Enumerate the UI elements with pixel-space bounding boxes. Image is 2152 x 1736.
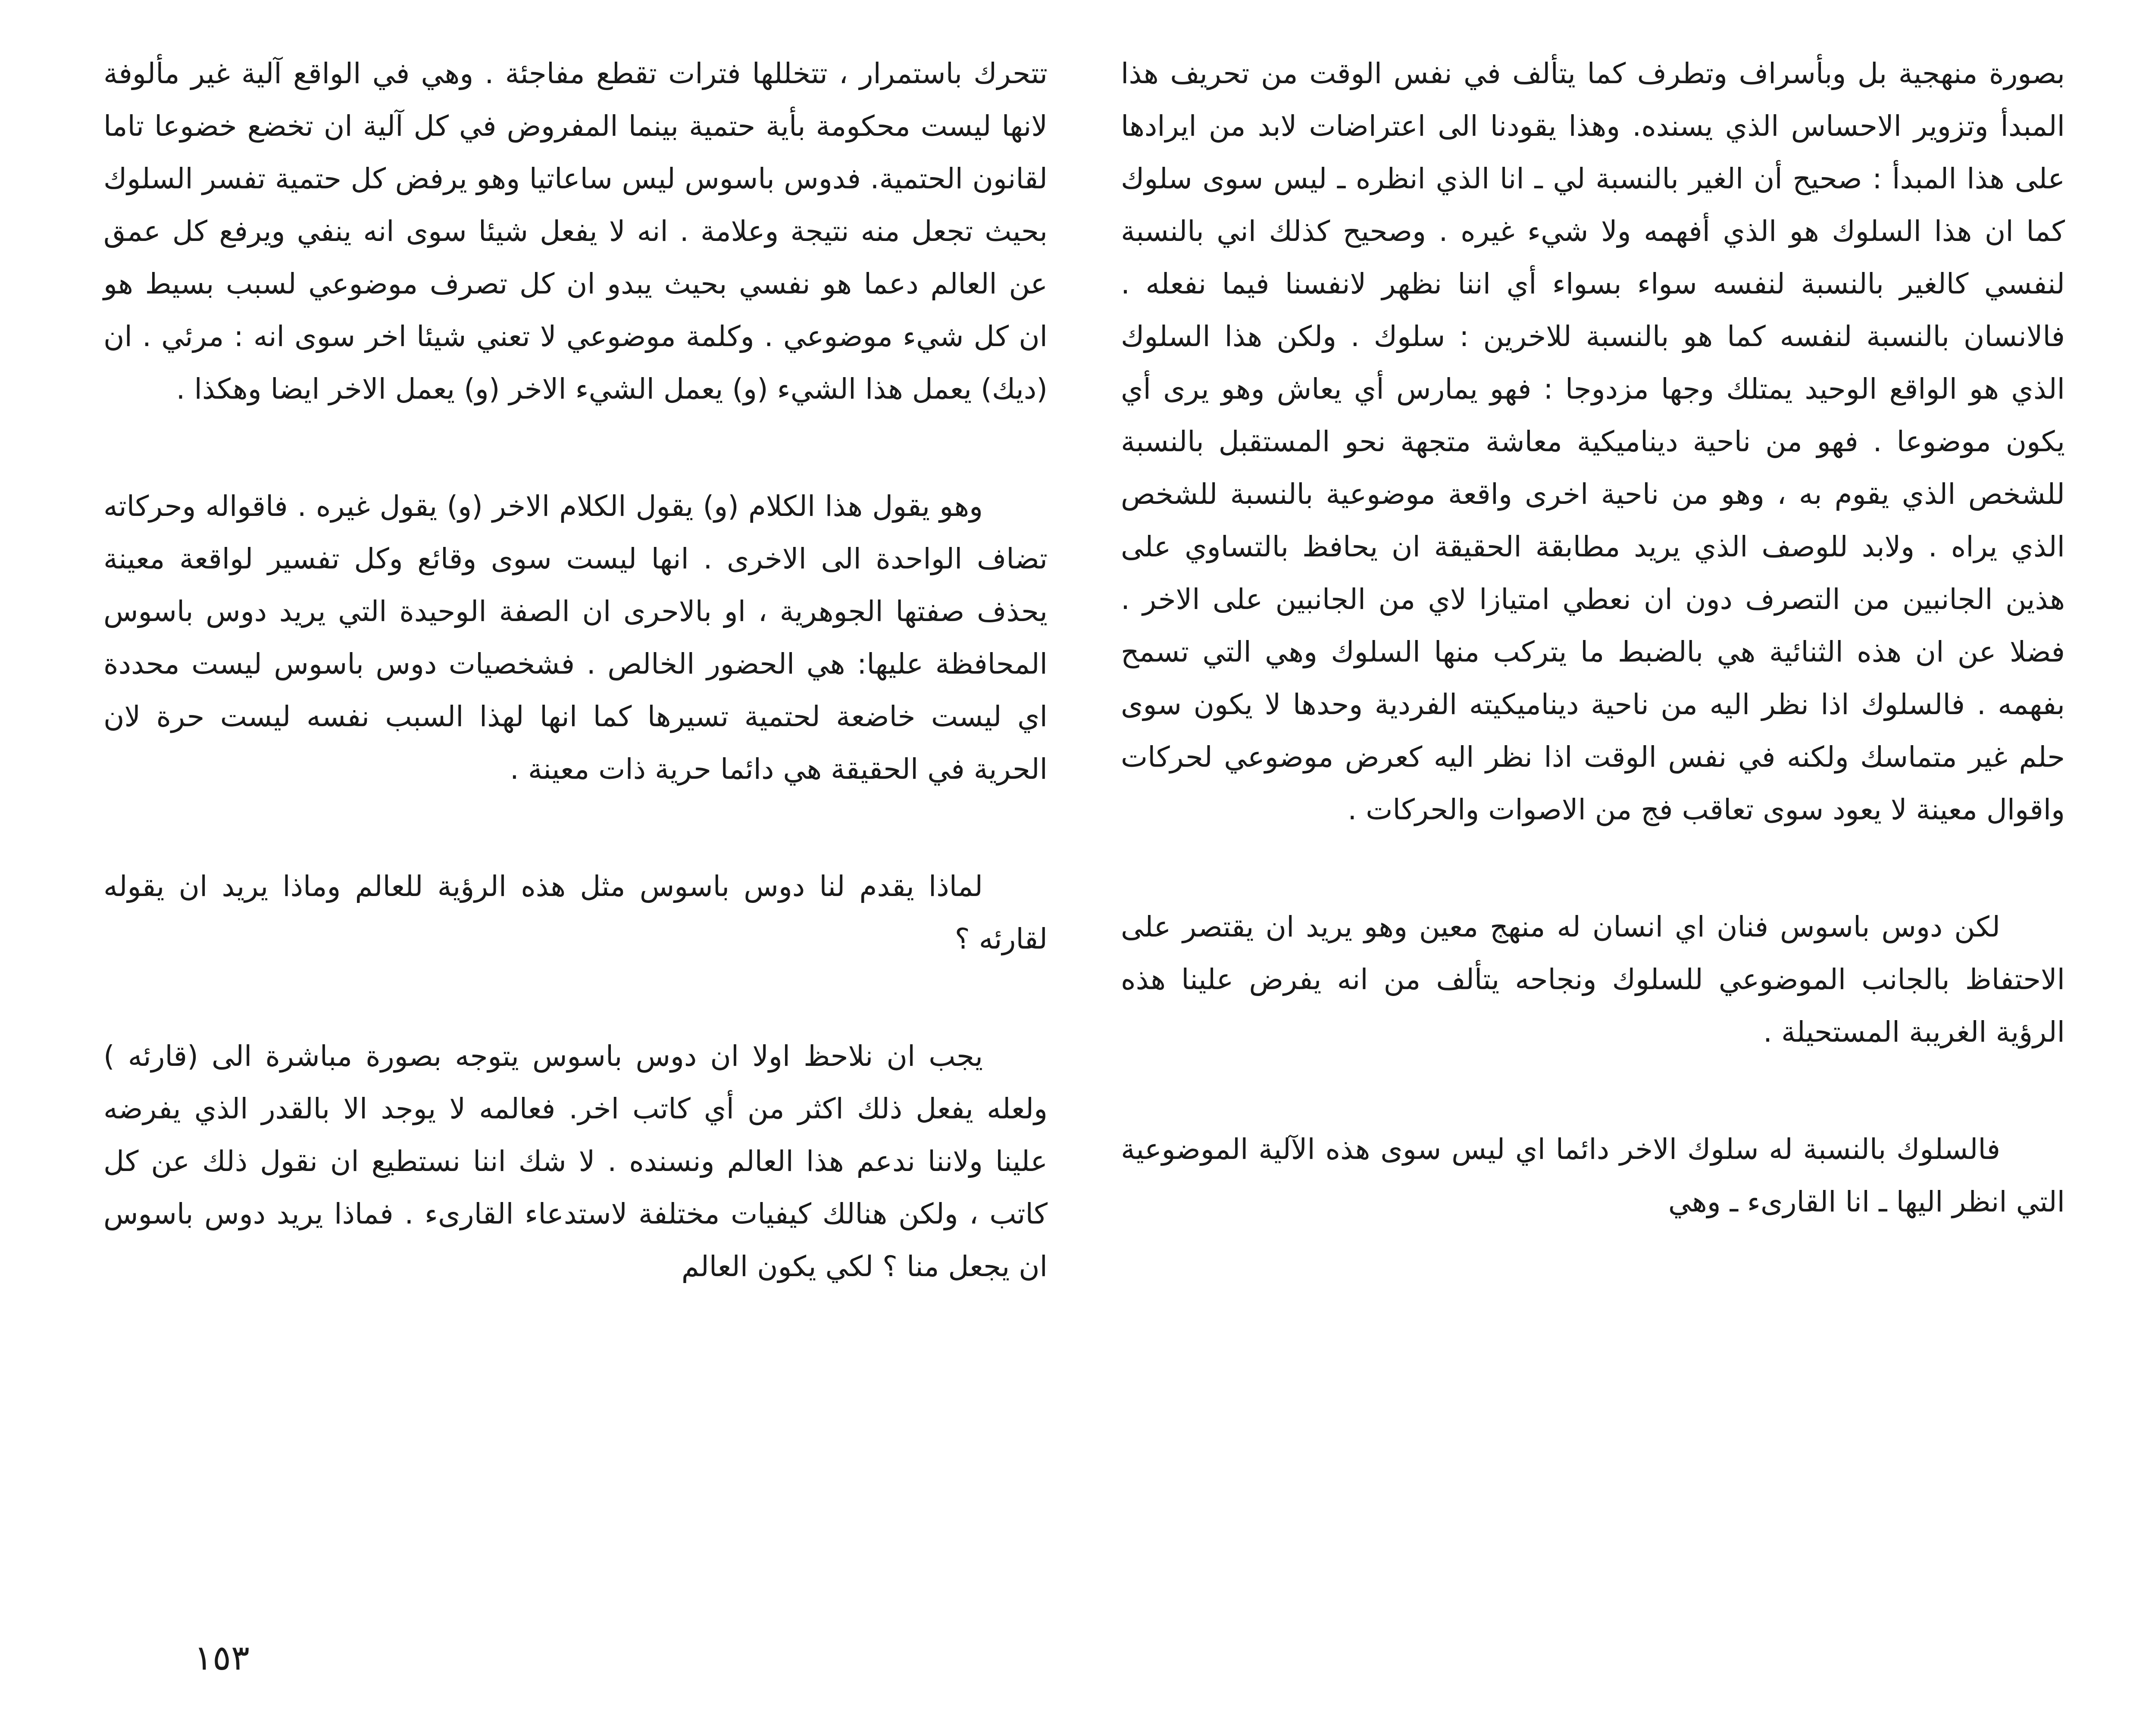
paragraph: وهو يقول هذا الكلام (و) يقول الكلام الاخر (و) يقول غيره . فاقواله وحركاته تضاف الواحدة الى الاخرى . انها ليست سوى وقائع وكل تفسير لواقعة معينة يحذف صفتها الجوهرية ، او بالاحرى ان الصفة الوحيدة التي يريد دوس باسوس المحافظة عليها: هي الحضور الخالص . فشخصيات دوس باسوس ليست محددة اي ليست خاضعة لحتمية تسيرها كما انها لهذا السبب نفسه ليست حرة لان الحرية في الحقيقة هي دائما حرية ذات معينة . <box>103 490 1048 786</box>
left-column <box>103 47 1048 1293</box>
paragraph: تتحرك باستمرار ، تتخللها فترات تقطع مفاجئة . وهي في الواقع آلية غير مألوفة لانها ليست محكومة بأية حتمية بينما المفروض في كل آلية ان تخضع خضوعا تاما لقانون الحتمية. فدوس باسوس ليس ساعاتيا وهو يرفض كل حتمية تفسر السلوك بحيث تجعل منه نتيجة وعلامة . انه لا يفعل شيئا سوى انه ينفي ويرفع كل عمق عن العالم دعما هو نفسي بحيث يبدو ان كل تصرف موضوعي لسبب بسيط هو ان كل شيء موضوعي . وكلمة موضوعي لا تعني شيئا اخر سوى انه : مرئي . ان (ديك) يعمل هذا الشيء (و) يعمل الشيء الاخر (و) يعمل الاخر ايضا وهكذا . <box>103 57 1048 406</box>
paragraph: فالسلوك بالنسبة له سلوك الاخر دائما اي ليس سوى هذه الآلية الموضوعية التي انظر اليها ـ انا القارىء ـ وهي <box>1121 1133 2065 1218</box>
paragraph: بصورة منهجية بل وبأسراف وتطرف كما يتألف في نفس الوقت من تحريف هذا المبدأ وتزوير الاحساس الذي يسنده. وهذا يقودنا الى اعتراضات لابد من ايرادها على هذا المبدأ : صحيح أن الغير بالنسبة لي ـ انا الذي انظره ـ ليس سوى سلوك كما ان هذا السلوك هو الذي أفهمه ولا شيء غيره . وصحيح كذلك اني بالنسبة لنفسي كالغير بالنسبة لنفسه سواء بسواء أي اننا نظهر لانفسنا فيما نفعله . فالانسان بالنسبة لنفسه كما هو بالنسبة للاخرين : سلوك . ولكن هذا السلوك الذي هو الواقع الوحيد يمتلك وجها مزدوجا : فهو يمارس أي يعاش وهو يرى أي يكون موضوعا . فهو من ناحية ديناميكية معاشة متجهة نحو المستقبل بالنسبة للشخص الذي يقوم به ، وهو من ناحية اخرى واقعة موضوعية بالنسبة للشخص الذي يراه . ولابد للوصف الذي يريد مطابقة الحقيقة ان يحافظ بالتساوي على هذين الجانبين من التصرف دون ان نعطي امتيازا لاي من الجانبين على الاخر . فضلا عن ان هذه الثنائية هي بالضبط ما يتركب منها السلوك وهي التي تسمح بفهمه . فالسلوك اذا نظر اليه من ناحية ديناميكيته الفردية وحدها لا يكون سوى حلم غير متماسك ولكنه في نفس الوقت اذا نظر اليه كعرض موضوعي لحركات واقوال معينة لا يعود سوى تعاقب فج من الاصوات والحركات . <box>1121 57 2065 826</box>
paragraph: يجب ان نلاحظ اولا ان دوس باسوس يتوجه بصورة مباشرة الى (قارئه ) ولعله يفعل ذلك اكثر من أي كاتب اخر. فعالمه لا يوجد الا بالقدر الذي يفرضه علينا ولاننا ندعم هذا العالم ونسنده . لا شك اننا نستطيع ان نقول ذلك عن كل كاتب ، ولكن هنالك كيفيات مختلفة لاستدعاء القارىء . فماذا يريد دوس باسوس ان يجعل منا ؟ لكي يكون العالم <box>103 1040 1048 1283</box>
page-number: ١٥٣ <box>194 1638 250 1678</box>
right-column <box>1121 47 2065 1228</box>
paragraph: لكن دوس باسوس فنان اي انسان له منهج معين وهو يريد ان يقتصر على الاحتفاظ بالجانب الموضوعي للسلوك ونجاحه يتألف من انه يفرض علينا هذه الرؤية الغريبة المستحيلة . <box>1121 910 2065 1049</box>
paragraph: لماذا يقدم لنا دوس باسوس مثل هذه الرؤية للعالم وماذا يريد ان يقوله لقارئه ؟ <box>103 870 1048 955</box>
